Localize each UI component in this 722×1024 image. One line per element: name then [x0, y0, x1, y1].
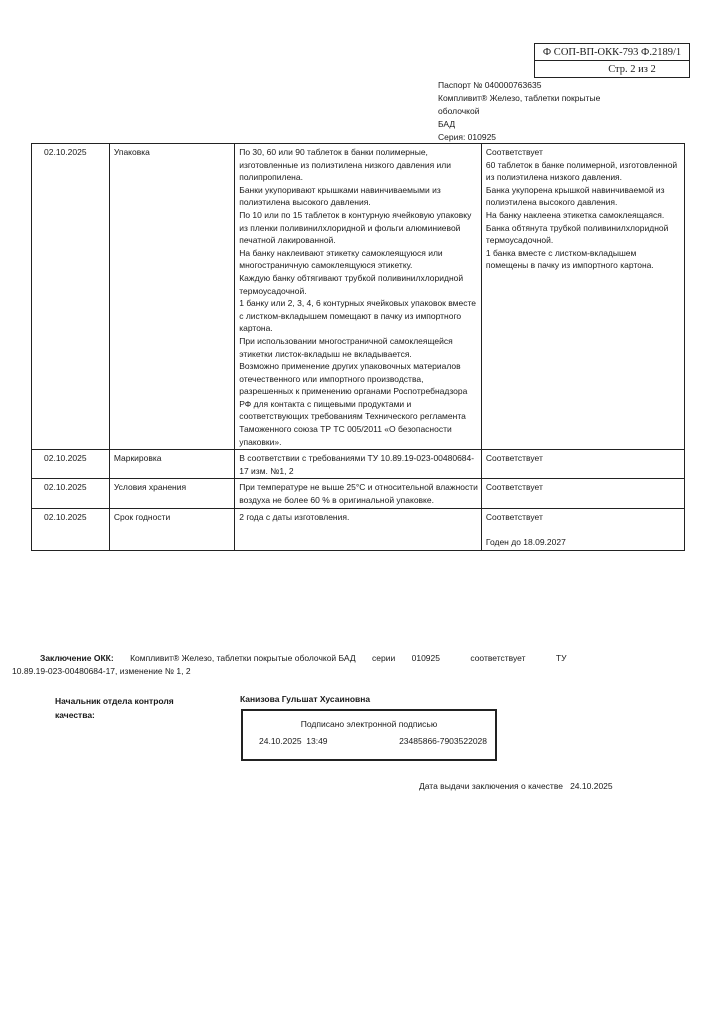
table-row: [32, 479, 685, 508]
signature-caption: Подписано электронной подписью: [300, 719, 438, 729]
row-date: 02.10.2025: [32, 508, 110, 550]
row-result: [481, 479, 684, 508]
passport-number: Паспорт № 040000763635: [438, 80, 542, 90]
signature-certificate: 23485866-7903522028: [399, 736, 487, 746]
requirement-paragraph: Банки укупоривают крышками навинчиваемыми из полиэтилена высокого давления.: [239, 184, 441, 208]
result-paragraph: Банка обтянута трубкой поливинилхлоридной термоусадочной.: [485, 222, 669, 246]
issue-date-label: Дата выдачи заключения о качестве: [419, 781, 563, 791]
row-indicator: Маркировка: [109, 450, 234, 479]
requirement-paragraph: Каждую банку обтягивают трубкой поливинилхлоридной термоусадочной.: [239, 272, 464, 296]
requirement-paragraph: При использовании многостраничной самоклеящейся этикетки листок-вкладыш не вкладывается.: [239, 335, 453, 359]
result-paragraph: Соответствует: [485, 482, 543, 493]
product-name: Компливит® Железо, таблетки покрытые оболочкой: [438, 93, 601, 116]
result-paragraph: На банку наклеена этикетка самоклеящаяся.: [485, 209, 665, 220]
result-paragraph: 1 банка вместе с листком-вкладышем помещены в пачку из импортного картона.: [485, 247, 654, 271]
result-paragraph: 60 таблеток в банке полимерной, изготовленной из полиэтилена низкого давления.: [485, 159, 678, 183]
page-number: Стр. 2 из 2: [535, 60, 689, 77]
requirement-paragraph: На банку наклеивают этикетку самоклеящуюся или многостраничную самоклеящуюся этикетку.: [239, 247, 443, 271]
form-code: Ф СОП-ВП-ОКК-793 Ф.2189/1: [542, 47, 682, 58]
row-date: 02.10.2025: [32, 144, 110, 450]
signer-name: Канизова Гульшат Хусаиновна: [240, 694, 371, 704]
row-date: 02.10.2025: [32, 450, 110, 479]
row-result: [481, 450, 684, 479]
result-paragraph: Соответствует: [485, 511, 543, 522]
requirement-paragraph: По 10 или по 15 таблеток в контурную ячейковую упаковку из пленки поливинилхлоридной и фольги алюминиевой печатной лакированной.: [239, 209, 472, 246]
conclusion: [12, 652, 660, 678]
form-code-box: [534, 43, 690, 78]
result-paragraph: Соответствует: [485, 453, 543, 464]
table-row: [32, 450, 685, 479]
row-indicator: Срок годности: [109, 508, 234, 550]
result-paragraph: Банка укупорена крышкой навинчиваемой из полиэтилена высокого давления.: [485, 184, 665, 208]
test-results-table: [31, 143, 685, 551]
requirement-paragraph: 2 года с даты изготовления.: [239, 511, 350, 522]
signature-datetime: 24.10.2025 13:49: [259, 736, 328, 746]
conclusion-label: Заключение ОКК:: [40, 653, 114, 663]
conclusion-series: 010925: [411, 653, 440, 663]
table-row: [32, 508, 685, 550]
row-result: [481, 144, 684, 450]
row-requirement: [235, 479, 482, 508]
requirement-paragraph: По 30, 60 или 90 таблеток в банки полимерные, изготовленные из полиэтилена низкого давления или полипропилена.: [239, 147, 452, 183]
row-indicator: Условия хранения: [109, 479, 234, 508]
conclusion-tu: 10.89.19-023-00480684-17, изменение № 1, 2: [12, 666, 191, 676]
row-result: [481, 508, 684, 550]
row-date: 02.10.2025: [32, 479, 110, 508]
conclusion-series-label: серии: [372, 653, 396, 663]
requirement-paragraph: Возможно применение других упаковочных материалов отечественного или импортного производства, разрешенных к применению органами Роспотребнадзора РФ для контакта с пищевыми продуктами и соответствующих требованиям Технического регламента Таможенного союза ТР ТС 005/2011 «О безопасности упаковки».: [239, 361, 468, 447]
row-requirement: [235, 450, 482, 479]
requirement-paragraph: При температуре не выше 25°С и относительной влажности воздуха не более 60 % в оригинальной упаковке.: [239, 482, 478, 506]
conclusion-product: Компливит® Железо, таблетки покрытые оболочкой БАД: [130, 653, 356, 663]
requirement-paragraph: 1 банку или 2, 3, 4, 6 контурных ячейковых упаковок вместе с листком-вкладышем помещают в пачку из импортного картона.: [239, 298, 477, 334]
result-paragraph: Соответствует: [485, 147, 543, 157]
issue-date: 24.10.2025: [570, 781, 613, 791]
product-type: БАД: [438, 119, 456, 129]
passport-block: [438, 79, 638, 144]
signer-position: Начальник отдела контроля качества:: [55, 696, 174, 720]
electronic-signature-box: [241, 709, 497, 761]
conclusion-verdict: соответствует: [470, 653, 526, 663]
row-requirement: [235, 508, 482, 550]
issue-date-line: [419, 781, 613, 791]
row-requirement: [235, 144, 482, 450]
conclusion-tu-label: ТУ: [555, 653, 567, 663]
series: Серия: 010925: [438, 132, 497, 142]
requirement-paragraph: В соответствии с требованиями ТУ 10.89.19-023-00480684-17 изм. №1, 2: [239, 453, 475, 476]
table-row: [32, 144, 685, 450]
result-paragraph: Годен до 18.09.2027: [485, 537, 566, 548]
row-indicator: Упаковка: [109, 144, 234, 450]
